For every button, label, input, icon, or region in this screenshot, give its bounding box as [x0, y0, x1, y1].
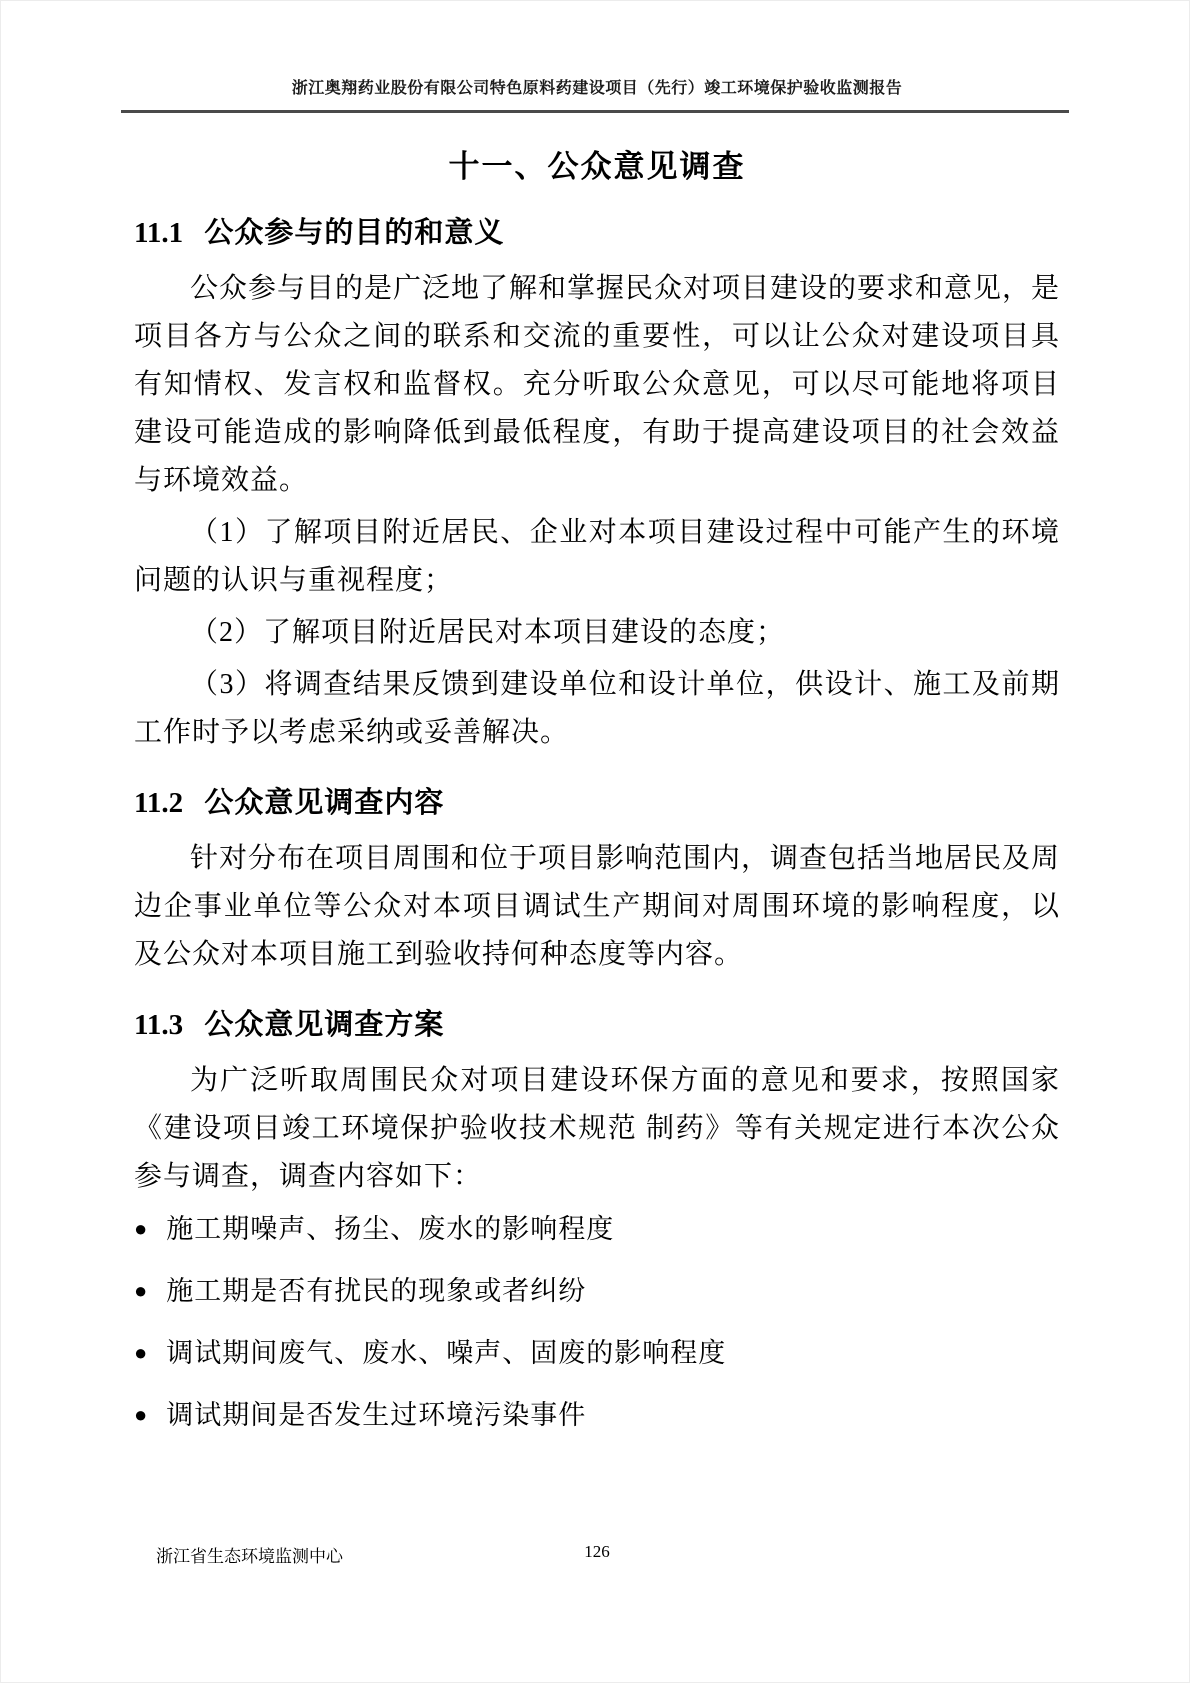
section-title: 公众意见调查内容: [204, 787, 445, 819]
section-11-1: [134, 215, 1060, 757]
section-number: 11.2: [134, 787, 184, 819]
page-number: 126: [584, 1542, 610, 1561]
page-footer: [134, 1542, 1060, 1566]
page-title: 十一、公众意见调查: [448, 149, 746, 184]
header-title: 浙江奥翔药业股份有限公司特色原料药建设项目（先行）竣工环境保护验收监测报告: [291, 80, 903, 97]
bullet-icon: ●: [134, 1278, 149, 1303]
section-title: 公众意见调查方案: [204, 1009, 445, 1041]
section-number: 11.3: [134, 1009, 184, 1041]
page-header: [134, 1, 1060, 113]
list-item: [134, 1267, 1060, 1315]
list-item-text: 施工期噪声、扬尘、废水的影响程度: [166, 1214, 615, 1244]
list-item-text: 施工期是否有扰民的现象或者纠纷: [166, 1276, 587, 1306]
paragraph: 为广泛听取周围民众对项目建设环保方面的意见和要求，按照国家《建设项目竣工环境保护验收技术规范 制药》等有关规定进行本次公众参与调查，调查内容如下：: [134, 1065, 1060, 1192]
list-item: [134, 1205, 1060, 1253]
paragraph: （3）将调查结果反馈到建设单位和设计单位，供设计、施工及前期工作时予以考虑采纳或妥善解决。: [134, 669, 1060, 748]
list-item-text: 调试期间废气、废水、噪声、固废的影响程度: [166, 1338, 727, 1368]
section-heading-11-1: [134, 215, 1060, 251]
bullet-icon: ●: [134, 1340, 149, 1365]
section-11-3: [134, 1007, 1060, 1201]
list-item: [134, 1329, 1060, 1377]
page-content: [1, 1, 1189, 1439]
section-heading-11-2: [134, 785, 1060, 821]
bullet-icon: ●: [134, 1216, 149, 1241]
paragraph: （1）了解项目附近居民、企业对本项目建设过程中可能产生的环境问题的认识与重视程度；: [134, 517, 1060, 596]
survey-topics-list: [134, 1205, 1060, 1439]
paragraph: 公众参与目的是广泛地了解和掌握民众对项目建设的要求和意见，是项目各方与公众之间的联系和交流的重要性，可以让公众对建设项目具有知情权、发言权和监督权。充分听取公众意见，可以尽可能地将项目建设可能造成的影响降低到最低程度，有助于提高建设项目的社会效益与环境效益。: [134, 273, 1061, 496]
list-item-text: 调试期间是否发生过环境污染事件: [166, 1400, 587, 1430]
section-title: 公众参与的目的和意义: [204, 217, 505, 249]
header-rule: [121, 110, 1069, 113]
paragraph: （2）了解项目附近居民对本项目建设的态度；: [190, 617, 786, 648]
bullet-icon: ●: [134, 1402, 149, 1427]
section-number: 11.1: [134, 217, 184, 249]
section-11-2: [134, 785, 1060, 979]
footer-org-name: 浙江省生态环境监测中心: [156, 1547, 343, 1566]
list-item: [134, 1391, 1060, 1439]
paragraph: 针对分布在项目周围和位于项目影响范围内，调查包括当地居民及周边企事业单位等公众对本项目调试生产期间对周围环境的影响程度，以及公众对本项目施工到验收持何种态度等内容。: [134, 843, 1061, 970]
section-heading-11-3: [134, 1007, 1060, 1043]
